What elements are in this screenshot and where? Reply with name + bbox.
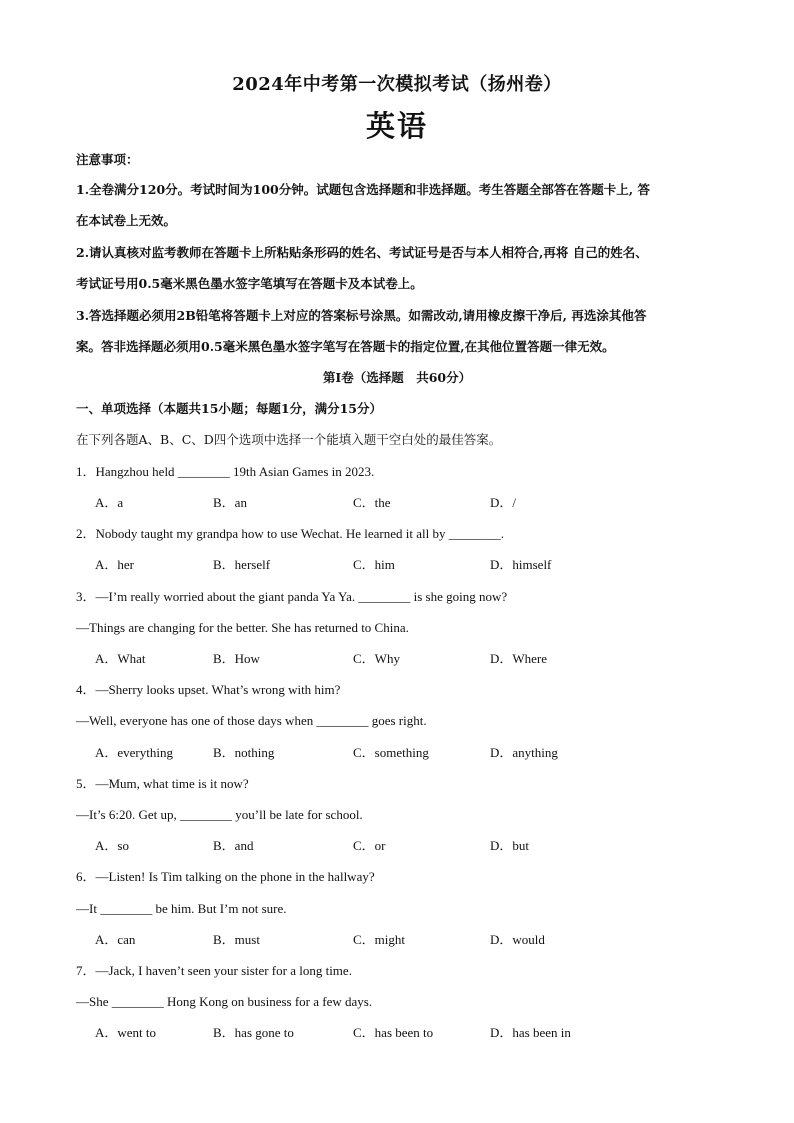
option-a: A．everything: [95, 745, 173, 760]
question-stem: —Things are changing for the better. She has returned to China.: [76, 620, 409, 635]
option-b: B．nothing: [213, 745, 275, 760]
option-d: D．would: [490, 932, 545, 947]
option-c: C．something: [353, 745, 429, 760]
option-b: B．and: [213, 838, 254, 853]
option-a: A．a: [95, 495, 124, 510]
notice-line: 案。答非选择题必须用0.5毫米黑色墨水签字笔写在答题卡的指定位置,在其他位置答题一律无效。: [76, 339, 615, 354]
question-stem: 3．—I’m really worried about the giant panda Ya Ya. ________ is she going now?: [76, 589, 508, 604]
section-instruction: 在下列各题A、B、C、D四个选项中选择一个能填入题干空白处的最佳答案。: [76, 432, 502, 447]
option-d: D．but: [490, 838, 530, 853]
option-a: A．What: [95, 651, 146, 666]
option-c: C．might: [353, 932, 406, 947]
option-b: B．How: [213, 651, 260, 666]
notice-line: 考试证号用0.5毫米黑色墨水签字笔填写在答题卡及本试卷上。: [76, 276, 423, 291]
question-stem: 1．Hangzhou held ________ 19th Asian Games in 2023.: [76, 464, 375, 479]
notice-line: 1.全卷满分120分。考试时间为100分钟。试题包含选择题和非选择题。考生答题全部答在答题卡上, 答: [76, 182, 650, 197]
option-c: C．Why: [353, 651, 400, 666]
option-b: B．herself: [213, 557, 271, 572]
option-c: C．him: [353, 557, 395, 572]
option-d: D．Where: [490, 651, 548, 666]
question-stem: 6．—Listen! Is Tim talking on the phone in the hallway?: [76, 869, 375, 884]
exam-title: 2024年中考第一次模拟考试（扬州卷）: [232, 74, 562, 95]
option-b: B．must: [213, 932, 260, 947]
notice-line: 2.请认真核对监考教师在答题卡上所粘贴条形码的姓名、考试证号是否与本人相符合,再将 自己的姓名、: [76, 245, 648, 260]
question-stem: 2．Nobody taught my grandpa how to use Wechat. He learned it all by ________.: [76, 526, 504, 541]
question-stem: —It’s 6:20. Get up, ________ you’ll be late for school.: [76, 807, 363, 822]
option-b: B．has gone to: [213, 1025, 294, 1040]
question-stem: 4．—Sherry looks upset. What’s wrong with him?: [76, 682, 341, 697]
option-b: B．an: [213, 495, 247, 510]
option-a: A．can: [95, 932, 136, 947]
option-c: C．the: [353, 495, 391, 510]
option-a: A．went to: [95, 1025, 157, 1040]
notice-heading: 注意事项：: [76, 152, 139, 167]
option-c: C．has been to: [353, 1025, 434, 1040]
option-d: D．anything: [490, 745, 558, 760]
question-stem: 5．—Mum, what time is it now?: [76, 776, 249, 791]
question-stem: 7．—Jack, I haven’t seen your sister for a long time.: [76, 963, 352, 978]
option-d: D．has been in: [490, 1025, 571, 1040]
section-title: 一、单项选择（本题共15小题；每题1分，满分15分）: [76, 401, 382, 416]
option-a: A．so: [95, 838, 129, 853]
subject-title: 英语: [365, 109, 428, 143]
notice-line: 在本试卷上无效。: [76, 213, 177, 228]
option-c: C．or: [353, 838, 386, 853]
question-stem: —She ________ Hong Kong on business for a few days.: [76, 994, 373, 1009]
option-d: D．/: [490, 495, 517, 510]
question-stem: —Well, everyone has one of those days when ________ goes right.: [76, 713, 427, 728]
part-title: 第I卷（选择题 共60分）: [322, 370, 472, 385]
option-d: D．himself: [490, 557, 552, 572]
notice-line: 3.答选择题必须用2B铅笔将答题卡上对应的答案标号涂黑。如需改动,请用橡皮擦干净后, 再选涂其他答: [76, 308, 647, 323]
option-a: A．her: [95, 557, 134, 572]
question-stem: —It ________ be him. But I’m not sure.: [76, 901, 287, 916]
